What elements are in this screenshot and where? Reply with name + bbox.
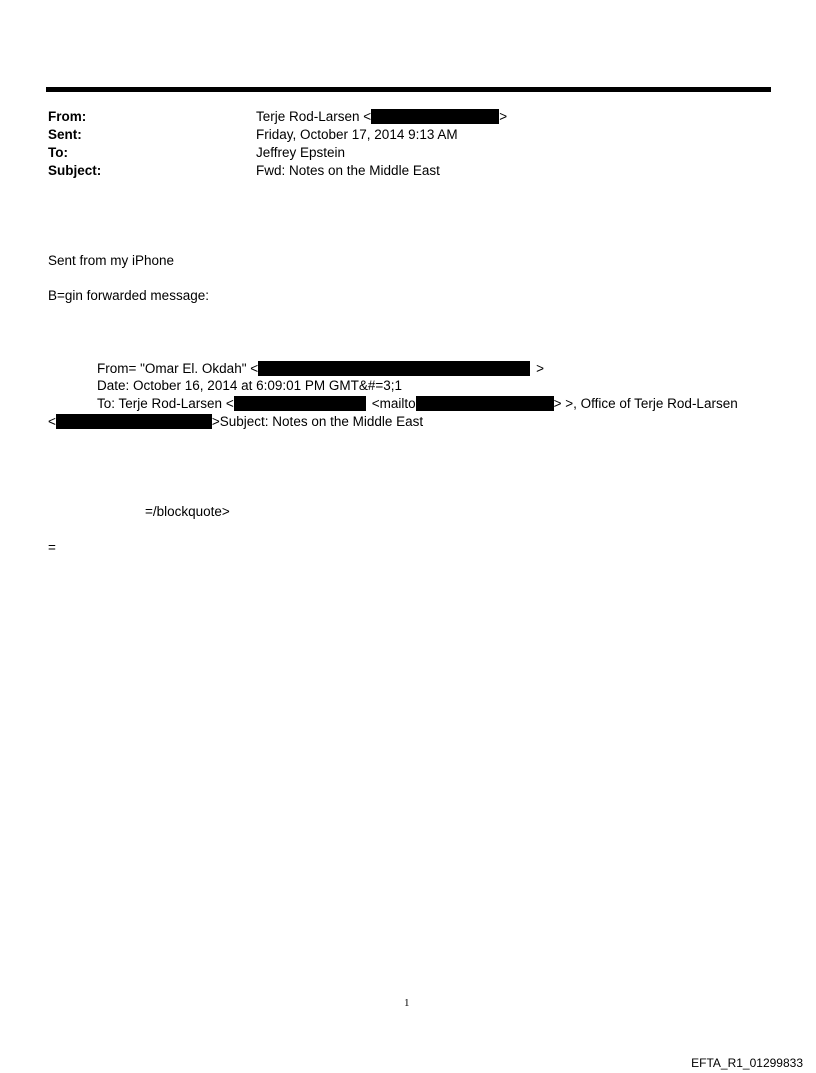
redaction-box (371, 109, 499, 124)
redaction-box (258, 361, 530, 376)
blockquote-end: =/blockquote> (145, 504, 230, 519)
fwd-to-prefix: To: Terje Rod-Larsen < (97, 396, 234, 411)
fwd-date-line: Date: October 16, 2014 at 6:09:01 PM GMT&#=3;1 (97, 378, 403, 393)
body-line-sent-from: Sent from my iPhone (48, 253, 175, 268)
to-label: To: (48, 145, 68, 160)
fwd-from-close: > (536, 361, 545, 376)
fwd-to-mailto: <mailto (371, 396, 416, 411)
from-name: Terje Rod-Larsen < (256, 109, 372, 124)
fwd-from-prefix: From= "Omar El. Okdah" < (97, 361, 259, 376)
subject-label: Subject: (48, 163, 102, 178)
subject-value: Fwd: Notes on the Middle East (256, 163, 440, 178)
page-number: 1 (404, 997, 410, 1009)
from-value (256, 109, 507, 124)
fwd-to-suffix: > >, Office of Terje Rod-Larsen (553, 396, 738, 411)
fwd-from-line (97, 361, 544, 376)
redaction-box (56, 414, 212, 429)
from-close: > (499, 109, 508, 124)
fwd-subject-line (48, 414, 423, 429)
sent-label: Sent: (48, 127, 82, 142)
redaction-box (234, 396, 366, 411)
fwd-cont-suffix: >Subject: Notes on the Middle East (211, 414, 424, 429)
body-line-forwarded: B=gin forwarded message: (48, 288, 209, 303)
redaction-box (416, 396, 554, 411)
trailing-equals: = (48, 540, 56, 555)
from-label: From: (48, 109, 87, 124)
bates-number: EFTA_R1_01299833 (691, 1056, 803, 1070)
fwd-to-line (97, 396, 738, 411)
header-rule (46, 87, 771, 92)
fwd-cont-prefix: < (48, 414, 56, 429)
to-value: Jeffrey Epstein (256, 145, 346, 160)
sent-value: Friday, October 17, 2014 9:13 AM (256, 127, 458, 142)
